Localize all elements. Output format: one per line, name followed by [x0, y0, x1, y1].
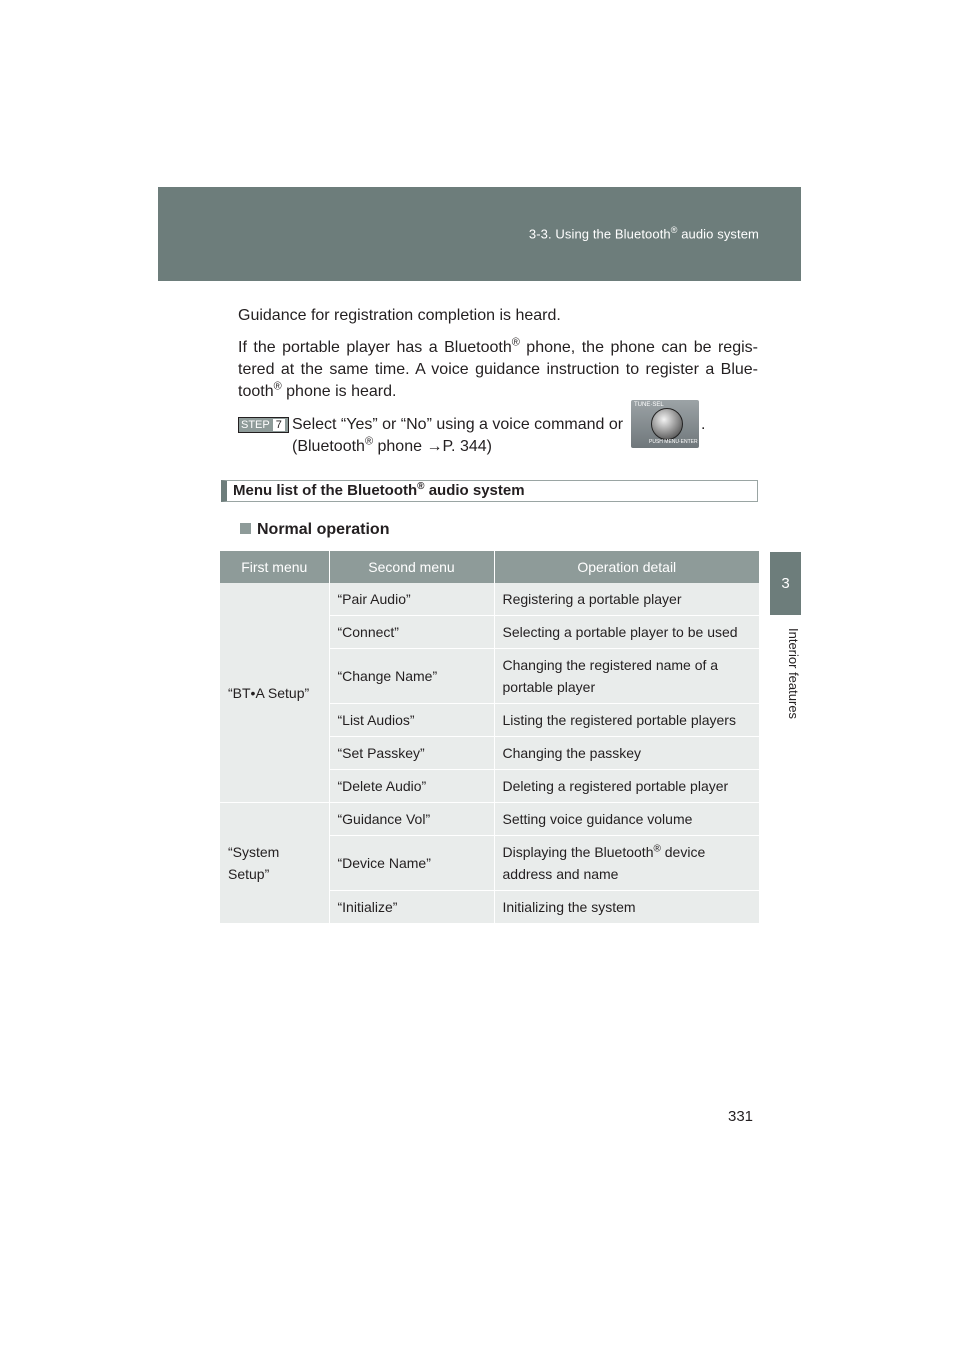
step-badge: STEP 7 — [238, 417, 289, 433]
page-number: 331 — [728, 1108, 754, 1125]
header-title: 3-3. Using the Bluetooth® audio system — [528, 225, 759, 242]
detail-cell: Changing the passkey — [494, 737, 759, 770]
detail-cell: Deleting a registered portable player — [494, 770, 759, 803]
tune-sel-knob-icon: TUNE·SEL PUSH MENU·ENTER — [631, 400, 699, 448]
chapter-number: 3 — [781, 575, 790, 592]
first-menu-cell: “System Setup” — [220, 803, 329, 924]
first-menu-cell: “BT•A Setup” — [220, 583, 329, 803]
completion-text: Guidance for registration completion is heard. — [238, 307, 561, 324]
second-menu-cell: “List Audios” — [329, 704, 494, 737]
second-menu-cell: “Device Name” — [329, 836, 494, 891]
detail-cell: Changing the registered name of a portable player — [494, 649, 759, 704]
arrow-icon: → — [426, 438, 443, 455]
header-second-menu: Second menu — [329, 551, 494, 583]
step-7 — [238, 402, 758, 464]
table-row — [220, 803, 759, 836]
header-band — [158, 187, 801, 281]
menu-table — [220, 551, 759, 924]
step-reference: (Bluetooth® phone →P. 344) — [292, 435, 492, 455]
step-instruction: Select “Yes” or “No” using a voice command or — [292, 416, 624, 433]
second-menu-cell: “Pair Audio” — [329, 583, 494, 616]
detail-cell: Setting voice guidance volume — [494, 803, 759, 836]
detail-cell: Registering a portable player — [494, 583, 759, 616]
subheading: Normal operation — [240, 519, 389, 541]
step-period: . — [701, 416, 706, 433]
second-menu-cell: “Delete Audio” — [329, 770, 494, 803]
section-heading: Menu list of the Bluetooth® audio system — [221, 480, 758, 502]
registration-paragraph: If the portable player has a Bluetooth® phone, the phone can be regis- tered at the same time. A voice guidance instruction to register a Blue- tooth® phone is heard. — [238, 336, 758, 400]
chapter-tab — [770, 552, 801, 615]
second-menu-cell: “Guidance Vol” — [329, 803, 494, 836]
second-menu-cell: “Initialize” — [329, 891, 494, 924]
second-menu-cell: “Change Name” — [329, 649, 494, 704]
header-first-menu: First menu — [220, 551, 329, 583]
table-row — [220, 583, 759, 616]
second-menu-cell: “Set Passkey” — [329, 737, 494, 770]
detail-cell: Initializing the system — [494, 891, 759, 924]
detail-cell: Displaying the Bluetooth® device address and name — [494, 836, 759, 891]
chapter-label: Interior features — [786, 628, 801, 720]
header-operation-detail: Operation detail — [494, 551, 759, 583]
second-menu-cell: “Connect” — [329, 616, 494, 649]
square-bullet-icon — [240, 523, 251, 534]
detail-cell: Selecting a portable player to be used — [494, 616, 759, 649]
detail-cell: Listing the registered portable players — [494, 704, 759, 737]
